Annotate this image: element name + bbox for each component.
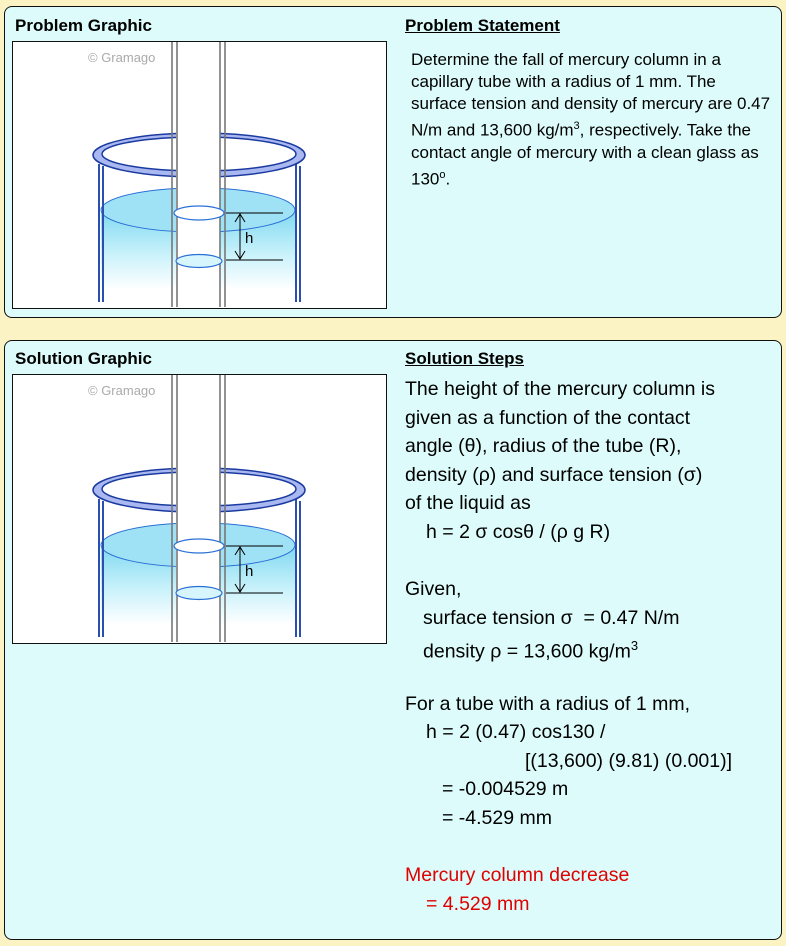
- formula: h = 2 σ cosθ / (ρ g R): [426, 520, 611, 543]
- calc-line-4: = -4.529 mm: [442, 806, 553, 829]
- capillary-tube: [176, 375, 220, 642]
- statement-sup-2: o: [439, 168, 446, 181]
- calc-line-3: = -0.004529 m: [442, 778, 569, 801]
- intro-line: given as a function of the contact: [405, 406, 691, 429]
- h-label: h: [245, 230, 254, 247]
- solution-panel: [4, 340, 782, 940]
- solution-graphic: [12, 374, 387, 644]
- tube-meniscus: [176, 255, 222, 268]
- given-surface-tension: surface tension σ = 0.47 N/m: [423, 606, 680, 629]
- given-label: Given,: [405, 578, 462, 601]
- h-label: h: [245, 563, 254, 580]
- calc-line-2: [(13,600) (9.81) (0.001)]: [525, 749, 733, 772]
- problem-statement-heading: Problem Statement: [405, 16, 560, 35]
- statement-text-3: .: [445, 169, 451, 189]
- copyright-text: © Gramago: [88, 383, 156, 398]
- answer-label: Mercury column decrease: [405, 864, 630, 887]
- copyright-text: © Gramago: [88, 50, 156, 65]
- intro-line: angle (θ), radius of the tube (R),: [405, 435, 682, 458]
- blank-line: [405, 547, 775, 576]
- statement-text-1: Determine the fall of mercury column in a capillary tube with a radius of 1 mm. The surface tension and density of mercury are 0.47 N/m and 13,600 kg/m: [411, 50, 771, 140]
- blank-line: [405, 833, 775, 862]
- solution-graphic-heading: Solution Graphic: [15, 349, 152, 368]
- calc-line-1: h = 2 (0.47) cos130 /: [426, 721, 606, 744]
- given-density-text: density ρ = 13,600 kg/m: [423, 640, 631, 663]
- problem-panel: [4, 6, 782, 318]
- statement-text-2: , respectively. Take the contact angle of mercury with a clean glass as 130: [411, 120, 759, 189]
- beaker-right-wall: [296, 164, 300, 302]
- given-density: [405, 632, 775, 661]
- capillary-diagram-solution: [13, 375, 385, 642]
- tube-meniscus: [176, 587, 222, 600]
- problem-graphic-heading: Problem Graphic: [15, 16, 152, 35]
- calc-intro: For a tube with a radius of 1 mm,: [405, 692, 691, 715]
- beaker-right-wall: [296, 499, 300, 637]
- solution-steps-heading: Solution Steps: [405, 349, 524, 368]
- problem-graphic: [12, 41, 387, 309]
- problem-statement: [411, 49, 773, 190]
- intro-line: of the liquid as: [405, 492, 531, 515]
- blank-line: [405, 661, 775, 690]
- statement-sup-1: 3: [573, 120, 580, 132]
- intro-line: The height of the mercury column is: [405, 378, 715, 400]
- answer-value: = 4.529 mm: [426, 892, 530, 915]
- given-density-sup: 3: [630, 638, 639, 654]
- tube-meniscus-outside-level: [174, 539, 224, 553]
- solution-steps: [405, 375, 775, 918]
- intro-line: density (ρ) and surface tension (σ): [405, 463, 703, 486]
- capillary-diagram: [13, 42, 385, 307]
- tube-meniscus-outside-level: [174, 206, 224, 220]
